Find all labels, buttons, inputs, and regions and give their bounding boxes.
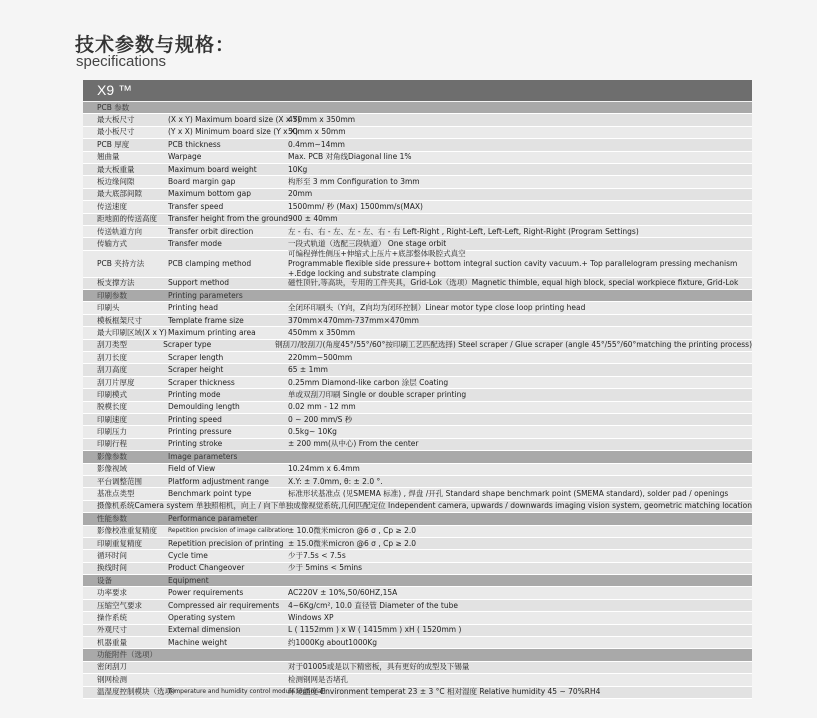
spec-value: [288, 165, 752, 175]
spec-value: [288, 202, 752, 212]
spec-row: [83, 550, 752, 562]
spec-value: [288, 127, 752, 137]
spec-value-line: 全闭环印刷头（Y向，Z向均为闭环控制）Linear motor type close loop printing head: [288, 303, 586, 313]
spec-row: [83, 488, 752, 500]
spec-row: [83, 563, 752, 575]
spec-label-cn: 传送轨道方向: [97, 226, 142, 236]
spec-label-en: Machine weight: [168, 637, 228, 647]
spec-label-en: External dimension: [168, 625, 241, 635]
section-title-cn: PCB 参数: [97, 102, 130, 112]
spec-label-cn: 传送速度: [97, 201, 127, 211]
section-header-row: [83, 513, 752, 525]
section-header-row: [83, 102, 752, 114]
spec-label-cn: 板支撑方法: [97, 278, 135, 288]
spec-value-line: 50mm x 50mm: [288, 127, 346, 137]
spec-value: [288, 551, 752, 561]
spec-value: [288, 588, 752, 598]
spec-value-line: 10Kg: [288, 164, 308, 174]
spec-value-line: 单独照相机，向上 / 向下单独成像视觉系统,几何匹配定位 Independent camera, upwards / downwards imaging vision system, geometric matching location: [195, 501, 752, 511]
spec-label-cn: 影像校准重复精度: [97, 526, 157, 536]
spec-row: [83, 625, 752, 637]
spec-row: [83, 426, 752, 438]
section-header-row: [83, 575, 752, 587]
spec-row: [83, 587, 752, 599]
spec-label-cn: 翘曲量: [97, 152, 120, 162]
spec-label-cn: 最大印刷区域(X x Y): [97, 327, 167, 337]
spec-value-line: 450mm x 350mm: [288, 327, 356, 337]
spec-label-en: Maximum bottom gap: [168, 189, 251, 199]
spec-label-cn: 平台调整范围: [97, 476, 142, 486]
spec-label-en: Transfer mode: [168, 238, 222, 248]
spec-label-en: Demoulding length: [168, 402, 240, 412]
spec-row: [83, 248, 752, 278]
spec-value-line: Windows XP: [288, 612, 334, 622]
spec-row: [83, 226, 752, 238]
spec-label-en: Warpage: [168, 152, 202, 162]
spec-label-en: Temperature and humidity control module (optional): [168, 688, 326, 696]
spec-row: [83, 674, 752, 686]
spec-label-en: Repetition precision of image calibration: [168, 527, 290, 535]
spec-label-cn: 脱模长度: [97, 402, 127, 412]
spec-value: [288, 390, 752, 400]
spec-label-cn: 最小板尺寸: [97, 127, 135, 137]
spec-value: [288, 303, 752, 313]
spec-label-en: Transfer height from the ground: [168, 214, 288, 224]
spec-value-line: 一段式轨道（选配三段轨道） One stage orbit: [288, 238, 447, 248]
model-name: X9 ™: [97, 82, 133, 98]
spec-value: [288, 316, 752, 326]
spec-label-en: Product Changeover: [168, 563, 245, 573]
spec-row: [83, 501, 752, 513]
spec-value-line: +.Edge locking and substrate clamping: [288, 268, 436, 278]
spec-value-line: 65 ± 1mm: [288, 365, 328, 375]
spec-label-en: Scraper length: [168, 352, 224, 362]
spec-value: [288, 675, 752, 685]
spec-row: [83, 278, 752, 290]
spec-row: [83, 189, 752, 201]
spec-label-cn: 温湿度控制模块（选项）: [97, 687, 180, 697]
spec-row: [83, 164, 752, 176]
spec-label-en: Scraper type: [163, 340, 212, 350]
spec-value: [288, 402, 752, 412]
spec-row: [83, 302, 752, 314]
spec-value: [288, 115, 752, 125]
section-title-cn: 影像参数: [97, 451, 127, 461]
spec-value: [288, 563, 752, 573]
section-title-en: Image parameters: [168, 451, 238, 461]
spec-value: [288, 526, 752, 536]
spec-label-en: Field of View: [168, 464, 216, 474]
spec-value-line: 约1000Kg about1000Kg: [288, 637, 378, 647]
spec-row: [83, 176, 752, 188]
spec-label-en: Template frame size: [168, 315, 244, 325]
spec-label-cn: 最大底部间隙: [97, 189, 142, 199]
spec-value: [288, 214, 752, 224]
spec-label-cn: 基准点类型: [97, 489, 135, 499]
spec-value-line: 磁性顶针,等高块，专用的工件夹具，Grid-Lok（选项）Magnetic thimble, equal high block, special workpiece fixture, Grid-Lok: [288, 278, 739, 288]
spec-label-cn: 印刷重复精度: [97, 538, 142, 548]
spec-label-en: Platform adjustment range: [168, 476, 269, 486]
spec-value-line: 0.02 mm - 12 mm: [288, 402, 356, 412]
spec-value: [288, 365, 752, 375]
spec-row: [83, 340, 752, 352]
spec-row: [83, 612, 752, 624]
spec-value-line: ± 15.0微米micron @6 σ , Cp ≥ 2.0: [288, 538, 417, 548]
spec-value-line: ± 200 mm(从中心) From the center: [288, 439, 419, 449]
spec-label-cn: 外观尺寸: [97, 625, 127, 635]
spec-label-en: Operating system: [168, 612, 235, 622]
section-header-row: [83, 290, 752, 302]
spec-label-cn: 操作系统: [97, 612, 127, 622]
spec-label-cn: 传输方式: [97, 238, 127, 248]
spec-label-en: Support method: [168, 278, 229, 288]
spec-label-en: Repetition precision of printing: [168, 538, 284, 548]
spec-row: [83, 389, 752, 401]
spec-value-line: AC220V ± 10%,50/60HZ,15A: [288, 588, 398, 598]
spec-value: [288, 140, 752, 150]
spec-label-cn: 最大板重量: [97, 164, 135, 174]
spec-value-line: 4~6Kg/cm², 10.0 直径管 Diameter of the tube: [288, 600, 458, 610]
spec-label-en: Cycle time: [168, 550, 208, 560]
spec-value-line: 900 ± 40mm: [288, 214, 338, 224]
spec-value-line: 左 - 右、右 - 左、左 - 左、右 - 右 Left-Right , Right-Left, Left-Left, Right-Right (Program Settings): [288, 226, 639, 236]
spec-value-line: 单或双刮刀印刷 Single or double scraper printing: [288, 389, 467, 399]
section-title-cn: 功能附件（选项）: [97, 650, 157, 660]
spec-label-en: Printing head: [168, 303, 218, 313]
spec-label-cn: 距地面的传送高度: [97, 214, 157, 224]
spec-row: [83, 201, 752, 213]
spec-label-en: (Y x X) Minimum board size (Y x X): [168, 127, 299, 137]
spec-value: [288, 539, 752, 549]
spec-row: [83, 352, 752, 364]
spec-value: [288, 439, 752, 449]
spec-value-line: Programmable flexible side pressure+ bottom integral suction cavity vacuum.+ Top parallelogram pressing mechanism: [288, 258, 738, 268]
spec-row: [83, 476, 752, 488]
spec-label-cn: 循环时间: [97, 550, 127, 560]
spec-value: [288, 427, 752, 437]
spec-value-line: 1500mm/ 秒 (Max) 1500mm/s(MAX): [288, 201, 423, 211]
spec-value-line: 少于 5mins < 5mins: [288, 563, 363, 573]
spec-label-cn: 模板框架尺寸: [97, 315, 142, 325]
spec-label-en: Power requirements: [168, 588, 244, 598]
spec-value-line: 20mm: [288, 189, 313, 199]
spec-value-line: Max. PCB 对角线Diagonal line 1%: [288, 152, 412, 162]
spec-label-en: Benchmark point type: [168, 489, 252, 499]
spec-label-cn: 印刷压力: [97, 427, 127, 437]
spec-label-cn: 换线时间: [97, 563, 127, 573]
spec-label-en: PCB clamping method: [168, 258, 252, 268]
spec-row: [83, 402, 752, 414]
spec-value-line: 钢刮刀/胶刮刀(角度45°/55°/60°按印刷工艺匹配选择) Steel scraper / Glue scraper (angle 45°/55°/60°matching the printing process): [274, 340, 752, 350]
spec-row: [83, 662, 752, 674]
spec-label-en: Printing stroke: [168, 439, 223, 449]
spec-table: [83, 102, 752, 699]
spec-value: [288, 489, 752, 499]
spec-value-line: 10.24mm x 6.4mm: [288, 464, 360, 474]
spec-row: [83, 464, 752, 476]
spec-value-line: 检测钢网是否堵孔: [288, 674, 348, 684]
spec-label-en: Printing pressure: [168, 427, 232, 437]
spec-value: [288, 625, 752, 635]
spec-label-cn: 印刷模式: [97, 389, 127, 399]
spec-label-cn: 压缩空气要求: [97, 600, 142, 610]
spec-row: [83, 214, 752, 226]
spec-value-line: X.Y: ± 7.0mm, θ: ± 2.0 °.: [288, 476, 383, 486]
spec-label-cn: 刮刀长度: [97, 352, 127, 362]
spec-label-en: Transfer orbit direction: [168, 226, 254, 236]
spec-label-cn: 刮刀高度: [97, 365, 127, 375]
spec-value: [288, 278, 752, 288]
spec-label-cn: 影像视域: [97, 464, 127, 474]
spec-row: [83, 315, 752, 327]
spec-row: [83, 538, 752, 550]
spec-label-cn: 印刷行程: [97, 439, 127, 449]
spec-value: [288, 177, 752, 187]
spec-value: [288, 353, 752, 363]
spec-value: [288, 378, 752, 388]
spec-value-line: 450mm x 350mm: [288, 115, 356, 125]
spec-value-line: 370mm×470mm-737mm×470mm: [288, 315, 419, 325]
spec-row: [83, 152, 752, 164]
spec-label-cn: 功率要求: [97, 588, 127, 598]
spec-row: [83, 526, 752, 538]
spec-value: [288, 477, 752, 487]
section-title-en: Equipment: [168, 575, 209, 585]
spec-row: [83, 364, 752, 376]
spec-label-en: PCB thickness: [168, 139, 221, 149]
spec-value-line: 对于01005或是以下精密板，具有更好的成型及下锡量: [288, 662, 470, 672]
spec-value-line: 220mm~500mm: [288, 352, 353, 362]
spec-label-cn: PCB 夹持方法: [97, 258, 145, 268]
spec-row: [83, 127, 752, 139]
spec-value: [275, 340, 752, 350]
spec-label-cn: PCB 厚度: [97, 139, 130, 149]
spec-value: [288, 415, 752, 425]
section-title-cn: 性能参数: [97, 513, 127, 523]
spec-row: [83, 377, 752, 389]
spec-value-line: 0.4mm~14mm: [288, 139, 345, 149]
section-header-row: [83, 649, 752, 661]
spec-value: [288, 638, 752, 648]
page-title-english: specifications: [76, 53, 167, 70]
spec-label-en: Camera system: [134, 501, 194, 511]
spec-value: [288, 239, 752, 249]
spec-label-en: (X x Y) Maximum board size (X x Y): [168, 115, 301, 125]
spec-value: [288, 249, 752, 279]
spec-label-en: Board margin gap: [168, 177, 236, 187]
section-title-en: Printing parameters: [168, 290, 243, 300]
spec-value-line: 构形至 3 mm Configuration to 3mm: [288, 177, 420, 187]
spec-row: [83, 414, 752, 426]
model-header: [83, 80, 752, 101]
spec-row: [83, 114, 752, 126]
spec-value-line: 可编程弹性侧压+伸缩式上压片+底部整体吸腔式真空: [288, 248, 466, 258]
spec-label-cn: 刮刀类型: [97, 340, 127, 350]
spec-row: [83, 687, 752, 699]
spec-label-cn: 印刷速度: [97, 414, 127, 424]
spec-value: [288, 464, 752, 474]
spec-value-line: L ( 1152mm ) x W ( 1415mm ) xH ( 1520mm ): [288, 625, 462, 635]
spec-label-en: Scraper thickness: [168, 377, 235, 387]
spec-label-cn: 印刷头: [97, 303, 120, 313]
spec-value: [288, 613, 752, 623]
spec-value-line: ± 10.0微米micron @6 σ , Cp ≥ 2.0: [288, 526, 417, 536]
spec-label-cn: 摄像机系统: [97, 501, 135, 511]
spec-value: [288, 328, 752, 338]
spec-value-line: 0 ~ 200 mm/S 秒: [288, 414, 353, 424]
spec-value: [288, 662, 752, 672]
spec-value-line: 0.25mm Diamond-like carbon 涂层 Coating: [288, 377, 449, 387]
spec-label-en: Maximum printing area: [168, 327, 256, 337]
spec-label-en: Printing speed: [168, 414, 222, 424]
section-title-cn: 设备: [97, 575, 112, 585]
spec-value: [288, 227, 752, 237]
spec-row: [83, 327, 752, 339]
spec-label-en: Maximum board weight: [168, 164, 257, 174]
spec-row: [83, 637, 752, 649]
spec-value: [288, 601, 752, 611]
spec-row: [83, 139, 752, 151]
spec-value-line: 0.5kg~ 10Kg: [288, 427, 337, 437]
page-title-chinese: 技术参数与规格：: [75, 34, 236, 56]
spec-label-en: Transfer speed: [168, 201, 224, 211]
spec-value: [196, 501, 752, 511]
spec-row: [83, 439, 752, 451]
spec-label-en: Compressed air requirements: [168, 600, 280, 610]
spec-label-cn: 机器重量: [97, 637, 127, 647]
spec-label-cn: 钢网检测: [97, 674, 127, 684]
spec-label-cn: 刮刀片厚度: [97, 377, 135, 387]
spec-label-cn: 最大板尺寸: [97, 115, 135, 125]
spec-value: [288, 189, 752, 199]
spec-value-line: 环境温度 Environment temperat 23 ± 3 °C 相对湿度 Relative humidity 45 ~ 70%RH4: [288, 687, 601, 697]
spec-label-cn: 板边缘间隙: [97, 177, 135, 187]
spec-value: [288, 687, 752, 697]
section-title-cn: 印刷参数: [97, 290, 127, 300]
spec-label-en: Scraper height: [168, 365, 224, 375]
section-title-en: Performance parameter: [168, 513, 258, 523]
spec-label-cn: 密闭刮刀: [97, 662, 127, 672]
spec-value-line: 标准形状基准点 (见SMEMA 标准) , 焊盘 /开孔 Standard shape benchmark point (SMEMA standard), solder pad / openings: [288, 489, 729, 499]
spec-value-line: 少于7.5s < 7.5s: [288, 550, 346, 560]
spec-label-en: Printing mode: [168, 389, 221, 399]
section-header-row: [83, 451, 752, 463]
spec-value: [288, 152, 752, 162]
spec-row: [83, 600, 752, 612]
